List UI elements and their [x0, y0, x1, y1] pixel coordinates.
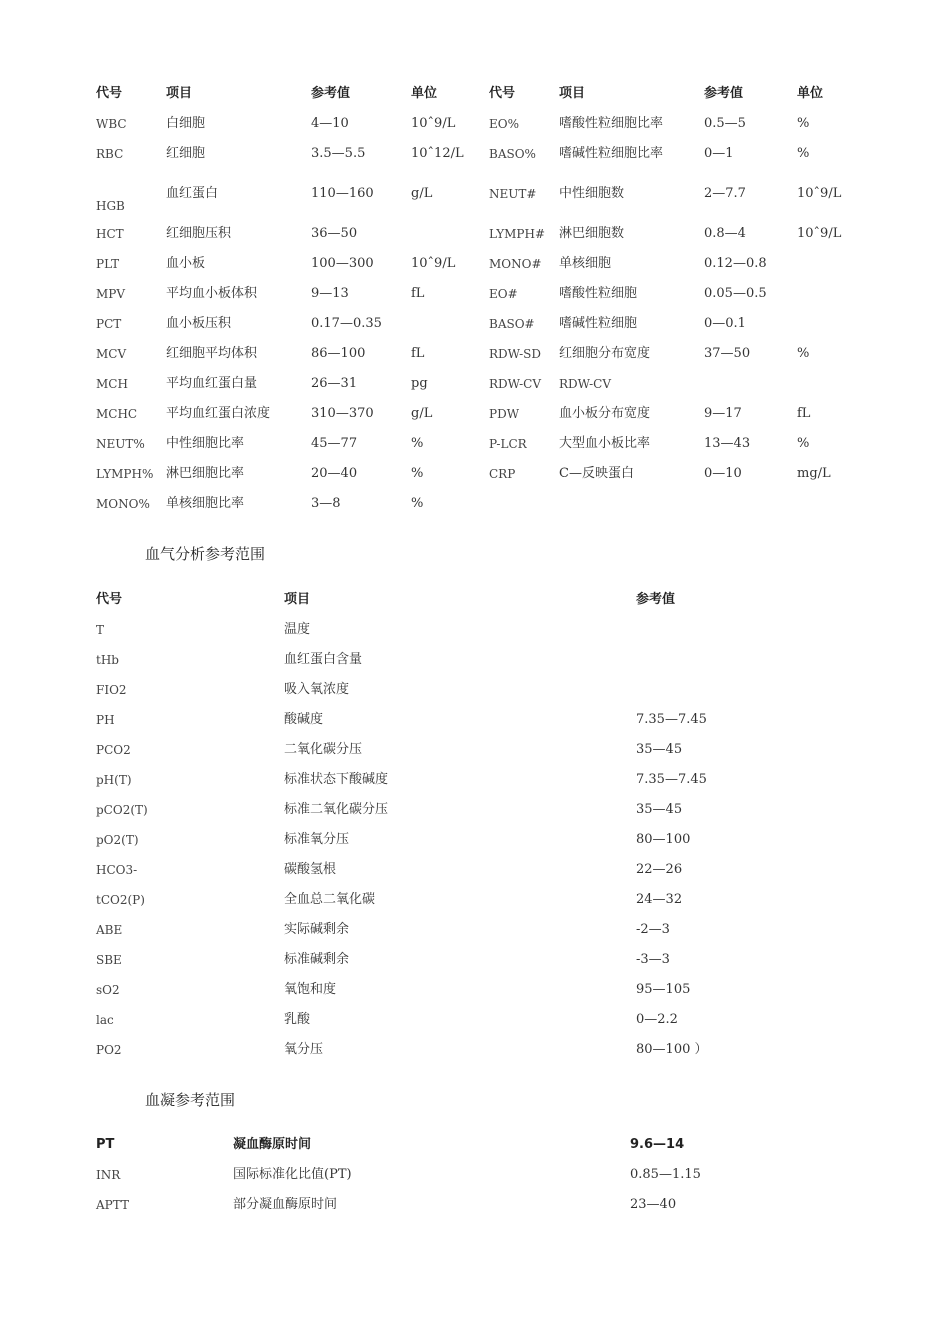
table-row: [0, 144, 950, 164]
blood-gas-title: 血气分析参考范围: [145, 545, 266, 563]
row-item-2: 淋巴细胞数: [559, 226, 625, 241]
table-row: [0, 314, 950, 334]
table-row: [0, 224, 950, 244]
row-code-2: EO%: [489, 117, 519, 131]
row-item: 红细胞压积: [166, 226, 232, 241]
row-ref-2: 0.8—4: [704, 226, 746, 241]
row-code: SBE: [96, 953, 122, 967]
row-ref: -3—3: [636, 952, 670, 967]
row-item: 血红蛋白: [166, 186, 219, 201]
table-row: [0, 1010, 950, 1030]
row-item: 标准碱剩余: [284, 952, 350, 967]
row-unit: 10ˆ9/L: [411, 116, 456, 131]
row-ref-2: 0.5—5: [704, 116, 746, 131]
row-unit-2: %: [797, 116, 810, 131]
row-ref: 35—45: [636, 742, 683, 757]
row-ref: 7.35—7.45: [636, 772, 707, 787]
row-code: T: [96, 623, 105, 637]
header-code: 代号: [96, 592, 123, 607]
row-item-2: 血小板分布宽度: [559, 406, 651, 421]
row-ref-2: 0.12—0.8: [704, 256, 767, 271]
row-code: HGB: [96, 199, 125, 213]
row-code: PT: [96, 1137, 115, 1152]
row-item: 二氧化碳分压: [284, 742, 363, 757]
table-row: [0, 494, 950, 514]
header-unit: 单位: [411, 86, 438, 101]
row-item: 红细胞平均体积: [166, 346, 258, 361]
row-code: FIO2: [96, 683, 127, 697]
row-ref: 80—100: [636, 832, 691, 847]
row-unit-2: %: [797, 146, 810, 161]
table-row: [0, 1195, 950, 1215]
row-code: MONO%: [96, 497, 150, 511]
row-ref: 9—13: [311, 286, 349, 301]
row-ref: 110—160: [311, 186, 374, 201]
row-item: 部分凝血酶原时间: [233, 1197, 338, 1212]
row-code: HCO3-: [96, 863, 138, 877]
table-row: [0, 710, 950, 730]
header-item-2: 项目: [559, 86, 586, 101]
table-row: [0, 464, 950, 484]
row-unit-2: fL: [797, 406, 811, 421]
row-item-2: RDW-CV: [559, 377, 612, 391]
row-unit: fL: [411, 346, 425, 361]
row-item-2: 红细胞分布宽度: [559, 346, 651, 361]
coag-title: 血凝参考范围: [145, 1091, 236, 1109]
header-ref: 参考值: [311, 86, 351, 101]
header-item: 项目: [284, 592, 311, 607]
row-item: 实际碱剩余: [284, 922, 350, 937]
row-ref-2: 0.05—0.5: [704, 286, 767, 301]
table-row: [0, 920, 950, 940]
row-ref: 86—100: [311, 346, 366, 361]
row-unit: %: [411, 436, 424, 451]
row-item: 中性细胞比率: [166, 436, 245, 451]
row-ref: 95—105: [636, 982, 691, 997]
row-code-2: RDW-CV: [489, 377, 542, 391]
row-item: 淋巴细胞比率: [166, 466, 245, 481]
row-ref: 0.17—0.35: [311, 316, 382, 331]
table-row: [0, 620, 950, 640]
row-ref: 0.85—1.15: [630, 1167, 701, 1182]
row-unit: pg: [411, 376, 428, 391]
header-code: 代号: [96, 86, 123, 101]
row-item: 血红蛋白含量: [284, 652, 363, 667]
row-item: 平均血红蛋白浓度: [166, 406, 271, 421]
row-code: WBC: [96, 117, 127, 131]
row-ref: 310—370: [311, 406, 374, 421]
row-ref: 45—77: [311, 436, 358, 451]
row-unit: 10ˆ9/L: [411, 256, 456, 271]
row-unit-2: %: [797, 346, 810, 361]
row-code: PCO2: [96, 743, 131, 757]
table-row: [0, 254, 950, 274]
row-unit: g/L: [411, 186, 433, 201]
row-item-2: 嗜碱性粒细胞比率: [559, 146, 664, 161]
table-row: [0, 890, 950, 910]
table-row: [0, 284, 950, 304]
row-ref: 26—31: [311, 376, 358, 391]
row-ref: 3.5—5.5: [311, 146, 366, 161]
row-item: 酸碱度: [284, 712, 324, 727]
row-code: lac: [96, 1013, 114, 1027]
table-row: [0, 1135, 950, 1155]
row-item: 平均血小板体积: [166, 286, 258, 301]
table-row: [0, 184, 950, 213]
table-row: [0, 860, 950, 880]
row-code: APTT: [96, 1198, 129, 1212]
table-row: [0, 830, 950, 850]
row-code: INR: [96, 1168, 121, 1182]
table-row: [0, 344, 950, 364]
row-item: 碳酸氢根: [284, 862, 337, 877]
row-unit-2: mg/L: [797, 466, 831, 481]
table-row: [0, 800, 950, 820]
row-code-2: EO#: [489, 287, 518, 301]
table-row: [0, 374, 950, 394]
table-row: [0, 680, 950, 700]
row-code-2: BASO%: [489, 147, 536, 161]
row-unit-2: %: [797, 436, 810, 451]
blood-gas-header-row: [0, 590, 950, 610]
row-item: 温度: [284, 622, 311, 637]
row-unit-2: 10ˆ9/L: [797, 226, 842, 241]
row-code: tCO2(P): [96, 893, 145, 907]
row-item: 标准氧分压: [284, 832, 350, 847]
row-code: RBC: [96, 147, 124, 161]
row-unit: %: [411, 466, 424, 481]
table-row: [0, 434, 950, 454]
row-code: PH: [96, 713, 115, 727]
header-ref: 参考值: [636, 592, 676, 607]
row-item-2: 中性细胞数: [559, 186, 625, 201]
row-item: 平均血红蛋白量: [166, 376, 258, 391]
header-ref-2: 参考值: [704, 86, 744, 101]
row-unit: 10ˆ12/L: [411, 146, 464, 161]
table-row: [0, 114, 950, 134]
row-item: 标准二氧化碳分压: [284, 802, 389, 817]
row-code: LYMPH%: [96, 467, 154, 481]
row-ref: 80—100 ）: [636, 1042, 708, 1057]
row-ref: -2—3: [636, 922, 670, 937]
table-row: [0, 1040, 950, 1060]
row-item: 国际标准化比值(PT): [233, 1167, 352, 1182]
row-ref-2: 13—43: [704, 436, 751, 451]
row-item: 氧饱和度: [284, 982, 337, 997]
row-ref: 0—2.2: [636, 1012, 678, 1027]
row-item: 吸入氧浓度: [284, 682, 350, 697]
row-item: 白细胞: [166, 116, 206, 131]
row-code: pH(T): [96, 773, 132, 787]
row-item: 全血总二氧化碳: [284, 892, 376, 907]
row-item-2: 嗜碱性粒细胞: [559, 316, 638, 331]
row-code: PCT: [96, 317, 122, 331]
row-code-2: BASO#: [489, 317, 535, 331]
row-ref: 4—10: [311, 116, 349, 131]
row-item-2: 大型血小板比率: [559, 436, 651, 451]
row-code-2: RDW-SD: [489, 347, 542, 361]
row-code: ABE: [96, 923, 123, 937]
row-item: 凝血酶原时间: [233, 1137, 312, 1152]
row-ref-2: 37—50: [704, 346, 751, 361]
row-code: tHb: [96, 653, 119, 667]
row-ref-2: 0—0.1: [704, 316, 746, 331]
row-code-2: LYMPH#: [489, 227, 546, 241]
row-code-2: PDW: [489, 407, 520, 421]
row-item-2: 单核细胞: [559, 256, 612, 271]
row-ref: 24—32: [636, 892, 683, 907]
header-code-2: 代号: [489, 86, 516, 101]
row-code: pO2(T): [96, 833, 139, 847]
row-code: MPV: [96, 287, 126, 301]
row-unit: %: [411, 496, 424, 511]
row-code: pCO2(T): [96, 803, 148, 817]
row-code: PLT: [96, 257, 120, 271]
table-row: [0, 950, 950, 970]
row-ref: 20—40: [311, 466, 358, 481]
row-item: 氧分压: [284, 1042, 324, 1057]
row-item: 红细胞: [166, 146, 206, 161]
row-ref: 36—50: [311, 226, 358, 241]
row-ref: 22—26: [636, 862, 683, 877]
row-ref-2: 0—1: [704, 146, 734, 161]
cbc-header-row: [0, 84, 950, 104]
row-item-2: C—反映蛋白: [559, 466, 634, 481]
table-row: [0, 650, 950, 670]
row-unit: g/L: [411, 406, 433, 421]
row-code: MCHC: [96, 407, 138, 421]
row-ref: 7.35—7.45: [636, 712, 707, 727]
row-unit: fL: [411, 286, 425, 301]
table-row: [0, 980, 950, 1000]
row-code: MCH: [96, 377, 128, 391]
row-code-2: NEUT#: [489, 187, 537, 201]
row-item: 单核细胞比率: [166, 496, 245, 511]
header-item: 项目: [166, 86, 193, 101]
row-code-2: P-LCR: [489, 437, 527, 451]
row-item: 乳酸: [284, 1012, 311, 1027]
row-code: MCV: [96, 347, 127, 361]
table-row: [0, 740, 950, 760]
row-ref-2: 9—17: [704, 406, 742, 421]
row-ref: 35—45: [636, 802, 683, 817]
row-item: 血小板压积: [166, 316, 232, 331]
row-item-2: 嗜酸性粒细胞: [559, 286, 638, 301]
row-code: NEUT%: [96, 437, 145, 451]
row-code: PO2: [96, 1043, 122, 1057]
row-ref: 100—300: [311, 256, 374, 271]
row-ref: 9.6—14: [630, 1137, 685, 1152]
row-code-2: CRP: [489, 467, 516, 481]
row-item-2: 嗜酸性粒细胞比率: [559, 116, 664, 131]
header-unit-2: 单位: [797, 86, 824, 101]
row-code: HCT: [96, 227, 124, 241]
row-item: 血小板: [166, 256, 206, 271]
row-item: 标准状态下酸碱度: [284, 772, 389, 787]
table-row: [0, 404, 950, 424]
row-ref: 3—8: [311, 496, 341, 511]
table-row: [0, 1165, 950, 1185]
row-ref-2: 0—10: [704, 466, 742, 481]
row-code: sO2: [96, 983, 120, 997]
table-row: [0, 770, 950, 790]
row-ref-2: 2—7.7: [704, 186, 746, 201]
row-unit-2: 10ˆ9/L: [797, 186, 842, 201]
row-ref: 23—40: [630, 1197, 677, 1212]
row-code-2: MONO#: [489, 257, 542, 271]
